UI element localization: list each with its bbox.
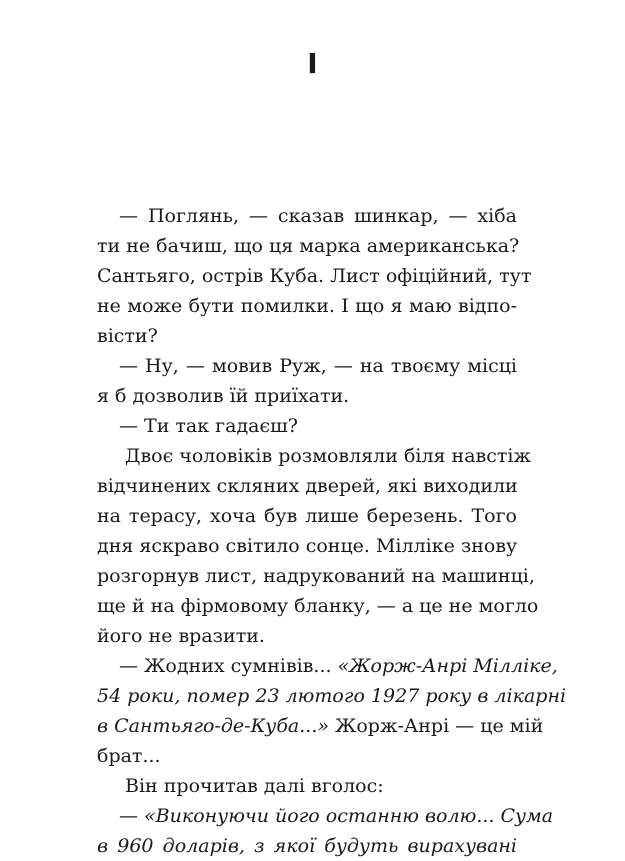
text-line: його не вразити. <box>97 625 265 647</box>
text-line: — Поглянь, — сказав шинкар, — хіба <box>119 205 517 227</box>
text-line: на терасу, хоча був лише березень. Того <box>97 505 517 527</box>
text-line: ти не бачиш, що ця марка американська? <box>97 235 520 257</box>
text-line: вісти? <box>97 325 158 347</box>
text-line <box>97 831 517 861</box>
text-line: відчинених скляних дверей, які виходили <box>97 475 518 497</box>
text-fragment: — <box>119 805 145 827</box>
text-line: розгорнув лист, надрукований на машинці, <box>97 565 535 587</box>
text-line <box>97 711 544 741</box>
quoted-fragment: 54 роки, помер 23 лютого 1927 року в лікарні <box>97 685 567 707</box>
text-line: — Ну, — мовив Руж, — на твоєму місці <box>119 355 517 377</box>
quoted-fragment: «Виконуючи його останню волю... Сума <box>144 805 554 827</box>
text-line: брат... <box>97 745 161 767</box>
text-line: Двоє чоловіків розмовляли біля навстіж <box>125 445 531 467</box>
text-line: Сантьяго, острів Куба. Лист офіційний, тут <box>97 265 532 287</box>
text-line: Він прочитав далі вголос: <box>125 775 384 797</box>
text-line: ще й на фірмовому бланку, — а це не могло <box>97 595 539 617</box>
chapter-number: I <box>307 47 318 80</box>
text-line <box>97 651 558 681</box>
text-line: дня яскраво світило сонце. Мілліке знову <box>97 535 518 557</box>
text-line: — Ти так гадаєш? <box>119 415 298 437</box>
text-line: я б дозволив їй приїхати. <box>97 385 350 407</box>
text-fragment: — Жодних сумнівів... <box>119 655 338 677</box>
quoted-fragment: в 960 доларів, з якої будуть вирахувані <box>97 835 517 857</box>
body-text <box>97 201 567 861</box>
text-fragment: Жорж-Анрі — це мій <box>328 715 544 737</box>
text-line <box>97 681 567 711</box>
text-line: не може бути помилки. І що я маю відпо- <box>97 295 517 317</box>
text-line <box>97 801 554 831</box>
quoted-fragment: «Жорж-Анрі Мілліке, <box>337 655 558 677</box>
quoted-fragment: в Сантьяго-де-Куба...» <box>97 715 329 737</box>
